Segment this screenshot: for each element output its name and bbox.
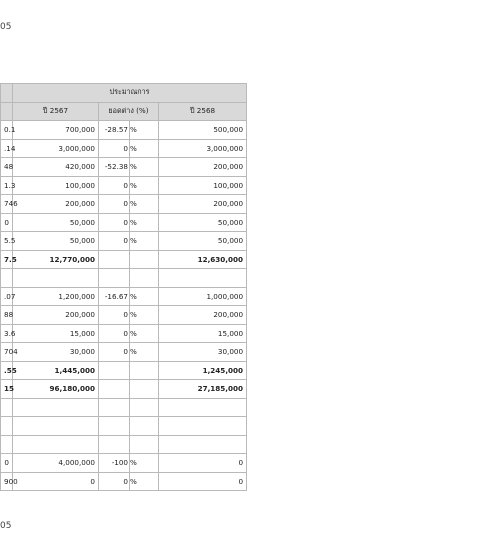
table-row <box>1 435 247 454</box>
cell-year-2568 <box>159 269 247 288</box>
cell-percent-unit: % <box>130 287 159 306</box>
cell-year-2568 <box>159 417 247 436</box>
cell-year-2567: 15,000 <box>13 324 99 343</box>
table-row <box>1 250 247 269</box>
page-number-bottom: 05 <box>0 521 12 531</box>
cell-percent-unit: % <box>130 343 159 362</box>
table-row <box>1 269 247 288</box>
cell-year-2567: 4,000,000 <box>13 454 99 473</box>
cell-difference: 0 <box>99 306 130 325</box>
cell-difference: -28.57 <box>99 121 130 140</box>
cell-difference <box>99 435 130 454</box>
cell-year-2568: 200,000 <box>159 158 247 177</box>
cell-percent-unit: % <box>130 121 159 140</box>
cell-previous: 15 <box>1 380 13 399</box>
cell-difference <box>99 269 130 288</box>
cell-year-2568: 3,000,000 <box>159 139 247 158</box>
table-row <box>1 213 247 232</box>
cell-year-2568: 500,000 <box>159 121 247 140</box>
header-estimate: ประมาณการ <box>13 84 247 103</box>
cell-percent-unit: % <box>130 139 159 158</box>
cell-difference: 0 <box>99 139 130 158</box>
table-row <box>1 398 247 417</box>
table-row <box>1 195 247 214</box>
cell-difference: 0 <box>99 343 130 362</box>
cell-year-2568: 15,000 <box>159 324 247 343</box>
cell-previous: 704 <box>1 343 13 362</box>
cell-year-2567: 96,180,000 <box>13 380 99 399</box>
cell-difference <box>99 380 130 399</box>
cell-year-2567 <box>13 269 99 288</box>
table-row <box>1 472 247 491</box>
cell-previous: 48 <box>1 158 13 177</box>
cell-previous: 0.1 <box>1 121 13 140</box>
cell-year-2568: 100,000 <box>159 176 247 195</box>
cell-percent-unit <box>130 250 159 269</box>
cell-year-2567 <box>13 435 99 454</box>
table-row <box>1 324 247 343</box>
cell-difference: -100 <box>99 454 130 473</box>
cell-year-2567: 50,000 <box>13 213 99 232</box>
cell-previous <box>1 417 13 436</box>
cell-percent-unit <box>130 435 159 454</box>
cell-year-2567: 12,770,000 <box>13 250 99 269</box>
cell-difference: -52.38 <box>99 158 130 177</box>
cell-percent-unit: % <box>130 158 159 177</box>
cell-year-2567: 0 <box>13 472 99 491</box>
cell-previous: 0 <box>1 213 13 232</box>
cell-percent-unit: % <box>130 176 159 195</box>
cell-difference: 0 <box>99 195 130 214</box>
cell-previous: 3.6 <box>1 324 13 343</box>
table-row <box>1 176 247 195</box>
cell-year-2567: 420,000 <box>13 158 99 177</box>
cell-year-2568: 30,000 <box>159 343 247 362</box>
table-row <box>1 417 247 436</box>
cell-year-2568: 1,245,000 <box>159 361 247 380</box>
table-row <box>1 361 247 380</box>
cell-previous <box>1 398 13 417</box>
table-row <box>1 232 247 251</box>
cell-year-2568: 27,185,000 <box>159 380 247 399</box>
cell-difference: 0 <box>99 472 130 491</box>
table-row <box>1 454 247 473</box>
cell-difference: 0 <box>99 176 130 195</box>
header-blank-2 <box>1 102 13 121</box>
cell-previous <box>1 269 13 288</box>
cell-previous: .55 <box>1 361 13 380</box>
cell-percent-unit <box>130 269 159 288</box>
table-row <box>1 380 247 399</box>
cell-percent-unit: % <box>130 324 159 343</box>
cell-year-2567: 200,000 <box>13 195 99 214</box>
header-year-2567: ปี 2567 <box>13 102 99 121</box>
cell-percent-unit: % <box>130 472 159 491</box>
cell-year-2568: 12,630,000 <box>159 250 247 269</box>
table-row <box>1 306 247 325</box>
cell-year-2567: 30,000 <box>13 343 99 362</box>
cell-previous <box>1 435 13 454</box>
cell-percent-unit <box>130 361 159 380</box>
table-row <box>1 287 247 306</box>
cell-previous: .14 <box>1 139 13 158</box>
cell-year-2567: 100,000 <box>13 176 99 195</box>
cell-percent-unit <box>130 380 159 399</box>
cell-percent-unit <box>130 398 159 417</box>
table-body <box>1 121 247 491</box>
cell-year-2568 <box>159 435 247 454</box>
table-row <box>1 121 247 140</box>
cell-year-2567 <box>13 417 99 436</box>
cell-year-2567 <box>13 398 99 417</box>
cell-year-2567: 1,200,000 <box>13 287 99 306</box>
cell-year-2568: 0 <box>159 454 247 473</box>
table-row <box>1 343 247 362</box>
cell-difference <box>99 361 130 380</box>
cell-difference: 0 <box>99 324 130 343</box>
cell-difference <box>99 398 130 417</box>
cell-year-2568: 1,000,000 <box>159 287 247 306</box>
header-blank <box>1 84 13 103</box>
cell-previous: 900 <box>1 472 13 491</box>
header-year-2568: ปี 2568 <box>159 102 247 121</box>
table-row <box>1 139 247 158</box>
cell-difference: -16.67 <box>99 287 130 306</box>
cell-percent-unit: % <box>130 232 159 251</box>
budget-table <box>0 83 247 491</box>
cell-year-2567: 50,000 <box>13 232 99 251</box>
cell-year-2568: 50,000 <box>159 213 247 232</box>
cell-previous: .07 <box>1 287 13 306</box>
cell-percent-unit: % <box>130 195 159 214</box>
cell-year-2568: 50,000 <box>159 232 247 251</box>
cell-year-2567: 3,000,000 <box>13 139 99 158</box>
cell-difference <box>99 250 130 269</box>
cell-difference: 0 <box>99 213 130 232</box>
page-number-top: 05 <box>0 22 12 32</box>
cell-percent-unit: % <box>130 454 159 473</box>
cell-previous: 88 <box>1 306 13 325</box>
header-row-group <box>1 84 247 103</box>
cell-year-2568 <box>159 398 247 417</box>
table-row <box>1 158 247 177</box>
cell-percent-unit <box>130 417 159 436</box>
cell-difference <box>99 417 130 436</box>
cell-previous: 5.5 <box>1 232 13 251</box>
cell-year-2567: 1,445,000 <box>13 361 99 380</box>
cell-previous: 0 <box>1 454 13 473</box>
cell-year-2568: 200,000 <box>159 306 247 325</box>
cell-year-2567: 700,000 <box>13 121 99 140</box>
cell-previous: 7.5 <box>1 250 13 269</box>
header-row-columns <box>1 102 247 121</box>
cell-difference: 0 <box>99 232 130 251</box>
cell-year-2567: 200,000 <box>13 306 99 325</box>
cell-previous: 1.3 <box>1 176 13 195</box>
cell-percent-unit: % <box>130 306 159 325</box>
header-difference: ยอดต่าง (%) <box>99 102 159 121</box>
cell-previous: 746 <box>1 195 13 214</box>
cell-year-2568: 200,000 <box>159 195 247 214</box>
cell-year-2568: 0 <box>159 472 247 491</box>
cell-percent-unit: % <box>130 213 159 232</box>
